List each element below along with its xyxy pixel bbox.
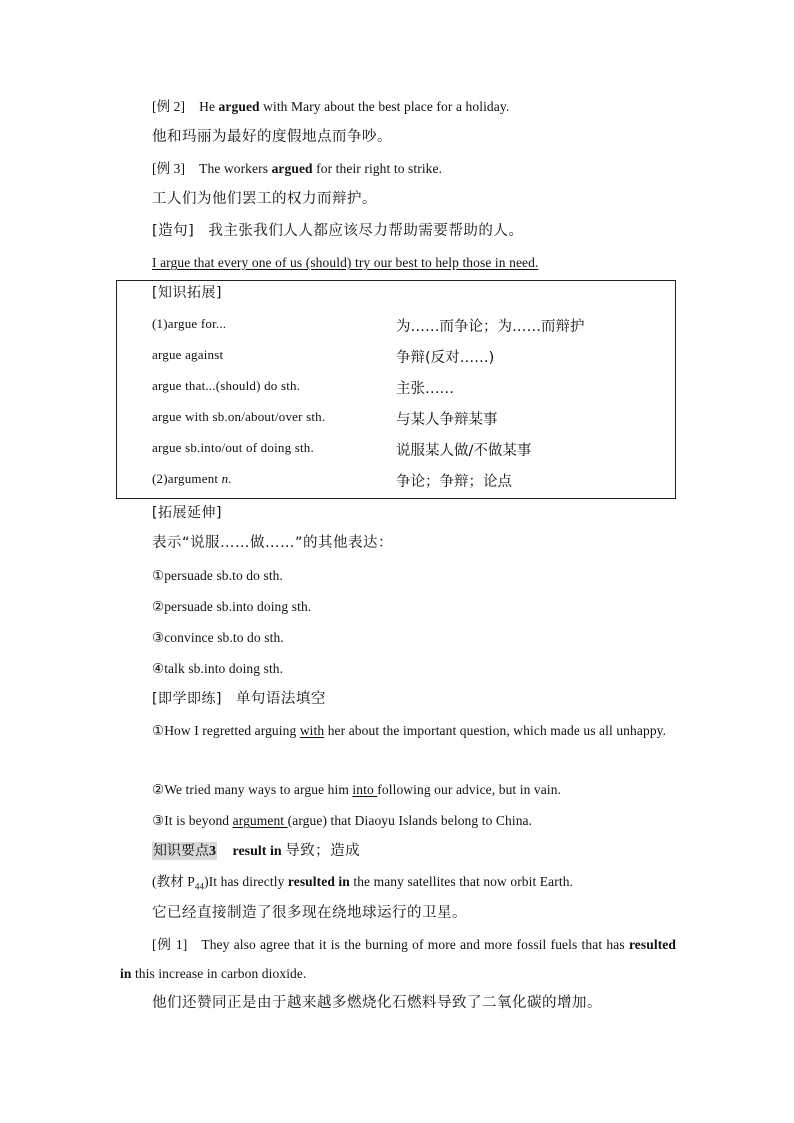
point-phrase: result in (232, 844, 282, 859)
extension-item: ②persuade sb.into doing sth. (152, 599, 312, 614)
knowledge-row: (1)argue for... 为……而争论；为……而辩护 (152, 316, 585, 335)
point-label: 知识要点3 (153, 843, 216, 859)
knowledge-title: [知识拓展] (152, 285, 222, 301)
knowledge-row: argue with sb.on/about/over sth. 与某人争辩某事 (152, 409, 498, 428)
example-1-translation: 他们还赞同正是由于越来越多燃烧化石燃料导致了二氧化碳的增加。 (152, 995, 602, 1011)
example-tag: [例 2] (152, 99, 186, 114)
practice-title: [即学即练] (152, 691, 222, 707)
example-2-translation: 他和玛丽为最好的度假地点而争吵。 (152, 129, 392, 145)
practice-question-2: ②We tried many ways to argue him into following our advice, but in vain. (152, 782, 562, 797)
textbook-quote: (教材 $P_{44})It$ has directly resulted in the many satellites that now orbit Earth. (152, 874, 574, 892)
practice-question-3: ③It is beyond argument (argue) that Diaoyu Islands belong to China. (152, 813, 533, 828)
knowledge-row: argue sb.into/out of doing sth. 说服某人做/不做某事 (152, 440, 532, 459)
sentence-making-answer: I argue that every one of us (should) try our best to help those in need. (152, 255, 539, 270)
point-meaning: 导致；造成 (285, 843, 361, 859)
textbook-translation: 它已经直接制造了很多现在绕地球运行的卫星。 (152, 905, 467, 921)
extension-intro: 表示“说服……做……”的其他表达： (152, 535, 394, 551)
keyword: resulted in (120, 937, 676, 981)
answer: argument (232, 813, 288, 828)
extension-item: ④talk sb.into doing sth. (152, 661, 284, 676)
example-2: [例 2] He argued with Mary about the best place for a holiday. (152, 99, 510, 114)
example-tag: [例 1] (152, 937, 188, 952)
answer: into (352, 782, 378, 797)
extension-item: ③convince sb.to do sth. (152, 630, 284, 645)
example-1: [例 1] They also agree that it is the burning of more and more fossil fuels that has resulted in this increase in carbon dioxide. (120, 937, 676, 981)
practice-heading (152, 690, 326, 708)
knowledge-row: argue against 争辩(反对……) (152, 347, 495, 366)
knowledge-row: argue that...(should) do sth. 主张…… (152, 378, 454, 397)
practice-question-1: ①How I regretted arguing with her about the important question, which made us all unhappy. (152, 723, 667, 738)
example-3: [例 3] The workers argued for their right to strike. (152, 161, 443, 176)
knowledge-row: (2)argument n. 争论；争辩；论点 (152, 471, 512, 490)
extension-item: ①persuade sb.to do sth. (152, 568, 284, 583)
sentence-making-tag: [造句] (152, 223, 195, 239)
knowledge-point-3 (152, 842, 360, 861)
keyword: argued (271, 161, 313, 176)
practice-subtitle: 单句语法填空 (235, 691, 326, 707)
example-3-translation: 工人们为他们罢工的权力而辩护。 (152, 191, 377, 207)
answer: with (299, 723, 325, 738)
sentence-making: [造句] 我主张我们人人都应该尽力帮助需要帮助的人。 (152, 223, 524, 239)
extension-title: [拓展延伸] (152, 505, 222, 521)
keyword: resulted in (287, 874, 350, 889)
keyword: argued (218, 99, 260, 114)
example-tag: [例 3] (152, 161, 186, 176)
